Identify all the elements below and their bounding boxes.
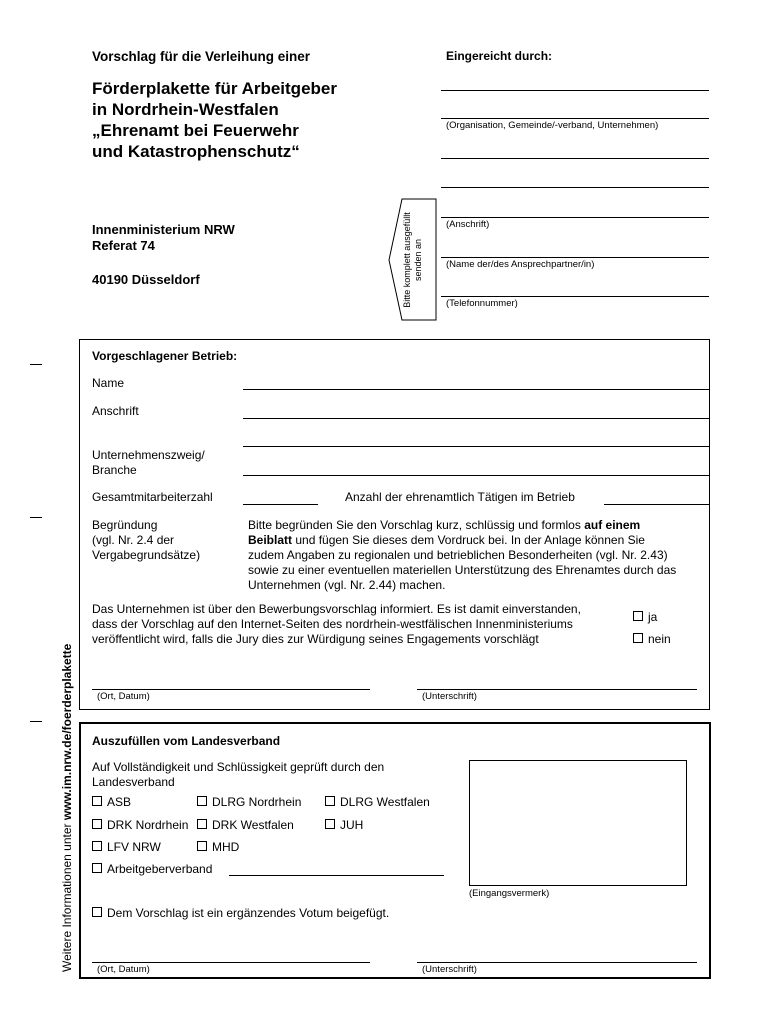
option-drk-nordrhein[interactable] [92, 818, 188, 833]
reason-label: Begründung (vgl. Nr. 2.4 der Vergabegrundsätze) [92, 518, 201, 562]
company-branch-label: Unternehmenszweig/ Branche [92, 448, 205, 477]
company-address-label: Anschrift [92, 404, 139, 418]
consent-no-option[interactable] [633, 632, 671, 647]
association-signature-caption: (Unterschrift) [422, 964, 477, 975]
recipient-line-2: Referat 74 [92, 238, 155, 253]
lfv-nrw-label: LFV NRW [107, 840, 161, 854]
fold-mark-3 [30, 721, 42, 722]
send-note-line-2: senden an [413, 238, 423, 282]
consent-text: Das Unternehmen ist über den Bewerbungsvorschlag informiert. Es ist damit einverstanden, dass der Vorschlag auf den Internet-Seiten des nordrhein-westfälischen Innenministeriums veröffentlicht wird, falls die Jury dies zur Würdigung seines Engagements vorschlägt [92, 602, 581, 646]
volunteers-field[interactable] [604, 504, 709, 505]
drk-westfalen-checkbox[interactable] [197, 819, 207, 829]
mhd-checkbox[interactable] [197, 841, 207, 851]
dlrg-nordrhein-label: DLRG Nordrhein [212, 795, 302, 809]
recipient-line-1: Innenministerium NRW [92, 222, 235, 237]
reason-instructions [248, 518, 678, 593]
option-drk-westfalen[interactable] [197, 818, 294, 833]
reason-bold-2: Beiblatt [248, 533, 293, 547]
additional-vote-label: Dem Vorschlag ist ein ergänzendes Votum beigefügt. [107, 906, 390, 920]
additional-vote-option[interactable] [92, 906, 389, 921]
fold-mark-2 [30, 517, 42, 518]
org-line-2[interactable] [441, 118, 709, 119]
company-branch-field[interactable] [243, 475, 709, 476]
consent-yes-option[interactable] [633, 610, 657, 625]
option-lfv-nrw[interactable] [92, 840, 161, 855]
contact-caption: (Name der/des Ansprechpartner/in) [446, 259, 595, 270]
address-caption: (Anschrift) [446, 219, 490, 230]
drk-nordrhein-checkbox[interactable] [92, 819, 102, 829]
dlrg-westfalen-checkbox[interactable] [325, 796, 335, 806]
company-name-field[interactable] [243, 389, 709, 390]
side-info-url[interactable]: www.im.nrw.de/foerderplakette [60, 643, 74, 821]
drk-nordrhein-label: DRK Nordrhein [107, 818, 189, 832]
phone-line[interactable] [441, 296, 709, 297]
employer-association-checkbox[interactable] [92, 863, 102, 873]
contact-line[interactable] [441, 257, 709, 258]
association-place-date-field[interactable] [92, 962, 370, 963]
association-place-date-caption: (Ort, Datum) [97, 964, 150, 975]
company-address-field-2[interactable] [243, 446, 709, 447]
juh-label: JUH [340, 818, 364, 832]
send-note-line-1: Bitte komplett ausgefüllt [402, 212, 412, 308]
send-note [402, 208, 432, 312]
submitted-by-label: Eingereicht durch: [446, 49, 553, 63]
dlrg-nordrhein-checkbox[interactable] [197, 796, 207, 806]
option-asb[interactable] [92, 795, 131, 810]
employees-field[interactable] [243, 504, 318, 505]
phone-caption: (Telefonnummer) [446, 298, 518, 309]
reason-text-1: Bitte begründen Sie den Vorschlag kurz, schlüssig und formlos [248, 518, 585, 532]
association-signature-field[interactable] [417, 962, 697, 963]
consent-yes-checkbox[interactable] [633, 611, 643, 621]
employees-label: Gesamtmitarbeiterzahl [92, 490, 213, 504]
address-line[interactable] [441, 217, 709, 218]
reason-text-2: und fügen Sie dieses dem Vordruck bei. In der Anlage können Sie zudem Angaben zu regionalen und betrieblichen Besonderheiten (vgl. Nr. 2.43) sowie zu einer eventuellen materiellen Unterstützung des Ehrenamtes durch das Unternehmen (vgl. Nr. 2.44) machen. [248, 533, 677, 592]
title-line-1: Förderplakette für Arbeitgeber [92, 79, 337, 98]
additional-vote-checkbox[interactable] [92, 907, 102, 917]
option-employer-association[interactable] [92, 862, 212, 877]
org-line-4[interactable] [441, 187, 709, 188]
consent-yes-label: ja [648, 610, 658, 624]
reason-bold-1: auf einem [584, 518, 641, 532]
company-heading: Vorgeschlagener Betrieb: [92, 349, 238, 363]
drk-westfalen-label: DRK Westfalen [212, 818, 294, 832]
asb-label: ASB [107, 795, 132, 809]
option-mhd[interactable] [197, 840, 239, 855]
company-name-label: Name [92, 376, 125, 390]
fold-mark-1 [30, 364, 42, 365]
asb-checkbox[interactable] [92, 796, 102, 806]
consent-no-checkbox[interactable] [633, 633, 643, 643]
form-intro: Vorschlag für die Verleihung einer [92, 49, 311, 64]
mhd-label: MHD [212, 840, 240, 854]
employer-association-label: Arbeitgeberverband [107, 862, 213, 876]
lfv-nrw-checkbox[interactable] [92, 841, 102, 851]
company-signature-caption: (Unterschrift) [422, 691, 477, 702]
receipt-stamp-box[interactable] [469, 760, 687, 886]
dlrg-westfalen-label: DLRG Westfalen [340, 795, 430, 809]
juh-checkbox[interactable] [325, 819, 335, 829]
title-line-4: und Katastrophenschutz“ [92, 142, 300, 161]
recipient-line-3: 40190 Düsseldorf [92, 272, 200, 287]
association-checked-text: Auf Vollständigkeit und Schlüssigkeit geprüft durch den Landesverband [92, 760, 385, 789]
company-signature-field[interactable] [417, 689, 697, 690]
employer-association-field[interactable] [229, 875, 444, 876]
volunteers-label: Anzahl der ehrenamtlich Tätigen im Betrieb [345, 490, 575, 504]
company-place-date-caption: (Ort, Datum) [97, 691, 150, 702]
side-info-note [60, 637, 74, 972]
org-caption: (Organisation, Gemeinde/-verband, Unternehmen) [446, 120, 659, 131]
option-dlrg-nordrhein[interactable] [197, 795, 301, 810]
receipt-caption: (Eingangsvermerk) [469, 888, 550, 899]
option-dlrg-westfalen[interactable] [325, 795, 430, 810]
company-place-date-field[interactable] [92, 689, 370, 690]
org-line-1[interactable] [441, 90, 709, 91]
consent-no-label: nein [648, 632, 671, 646]
title-line-2: in Nordrhein-Westfalen [92, 100, 279, 119]
side-info-prefix: Weitere Informationen unter [60, 820, 74, 972]
org-line-3[interactable] [441, 158, 709, 159]
company-address-field-1[interactable] [243, 418, 709, 419]
association-heading: Auszufüllen vom Landesverband [92, 734, 281, 748]
option-juh[interactable] [325, 818, 363, 833]
title-line-3: „Ehrenamt bei Feuerwehr [92, 121, 299, 140]
form-title [92, 78, 337, 162]
